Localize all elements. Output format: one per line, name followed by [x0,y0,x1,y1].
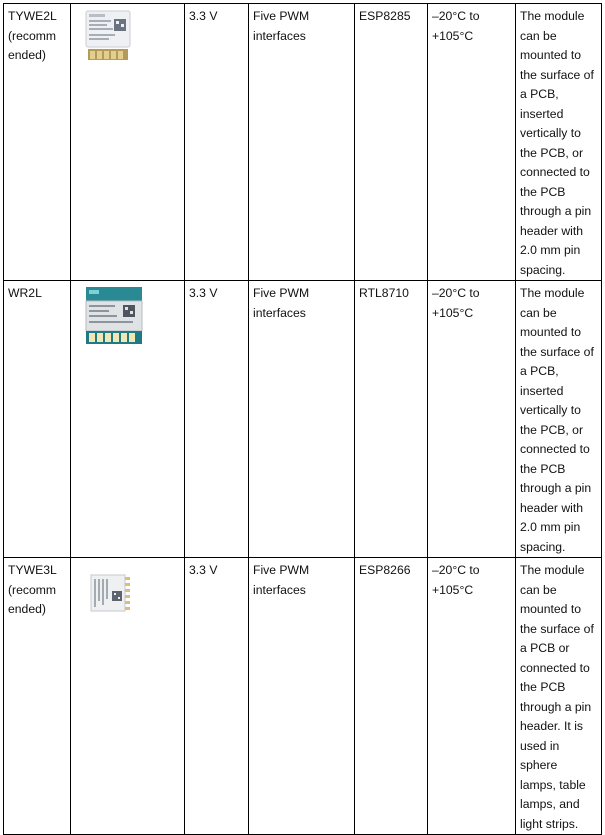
temperature-text: –20°C to +105°C [432,286,480,320]
voltage-cell: 3.3 V [185,4,249,281]
description-text: The module can be mounted to the surface of a PCB, inserted vertically to the PCB, or connected to the PCB through a pin header with 2.0 mm pin spacing. [520,286,594,554]
description-cell [516,558,602,835]
temperature-text: –20°C to +105°C [432,563,480,597]
temperature-cell [428,281,516,558]
model-name: TYWE3L (recomm ended) [8,563,57,616]
temperature-cell [428,558,516,835]
image-cell [71,281,185,558]
model-name: TYWE2L (recomm ended) [8,9,57,62]
model-name: WR2L [8,286,42,300]
voltage-cell: 3.3 V [185,558,249,835]
table-row [4,558,602,835]
pwm-cell [249,4,355,281]
module-photo-icon [85,9,131,61]
module-spec-table [3,3,602,835]
description-cell [516,4,602,281]
pwm-cell [249,281,355,558]
temperature-text: –20°C to +105°C [432,9,480,43]
chip-cell: ESP8285 [355,4,428,281]
model-cell [4,558,71,835]
module-photo-icon [89,573,133,615]
image-cell [71,558,185,835]
description-cell [516,281,602,558]
module-photo-icon [85,286,143,346]
pwm-text: Five PWM interfaces [253,563,310,597]
description-text: The module can be mounted to the surface of a PCB, inserted vertically to the PCB, or connected to the PCB through a pin header with 2.0 mm pin spacing. [520,9,594,277]
pwm-text: Five PWM interfaces [253,9,310,43]
chip-cell: ESP8266 [355,558,428,835]
pwm-cell [249,558,355,835]
image-cell [71,4,185,281]
chip-cell: RTL8710 [355,281,428,558]
description-text: The module can be mounted to the surface of a PCB or connected to the PCB through a pin header. It is used in sphere lamps, table lamps, and light strips. [520,563,594,831]
table-row [4,281,602,558]
table-row [4,4,602,281]
pwm-text: Five PWM interfaces [253,286,310,320]
model-cell [4,281,71,558]
voltage-cell: 3.3 V [185,281,249,558]
model-cell [4,4,71,281]
temperature-cell [428,4,516,281]
